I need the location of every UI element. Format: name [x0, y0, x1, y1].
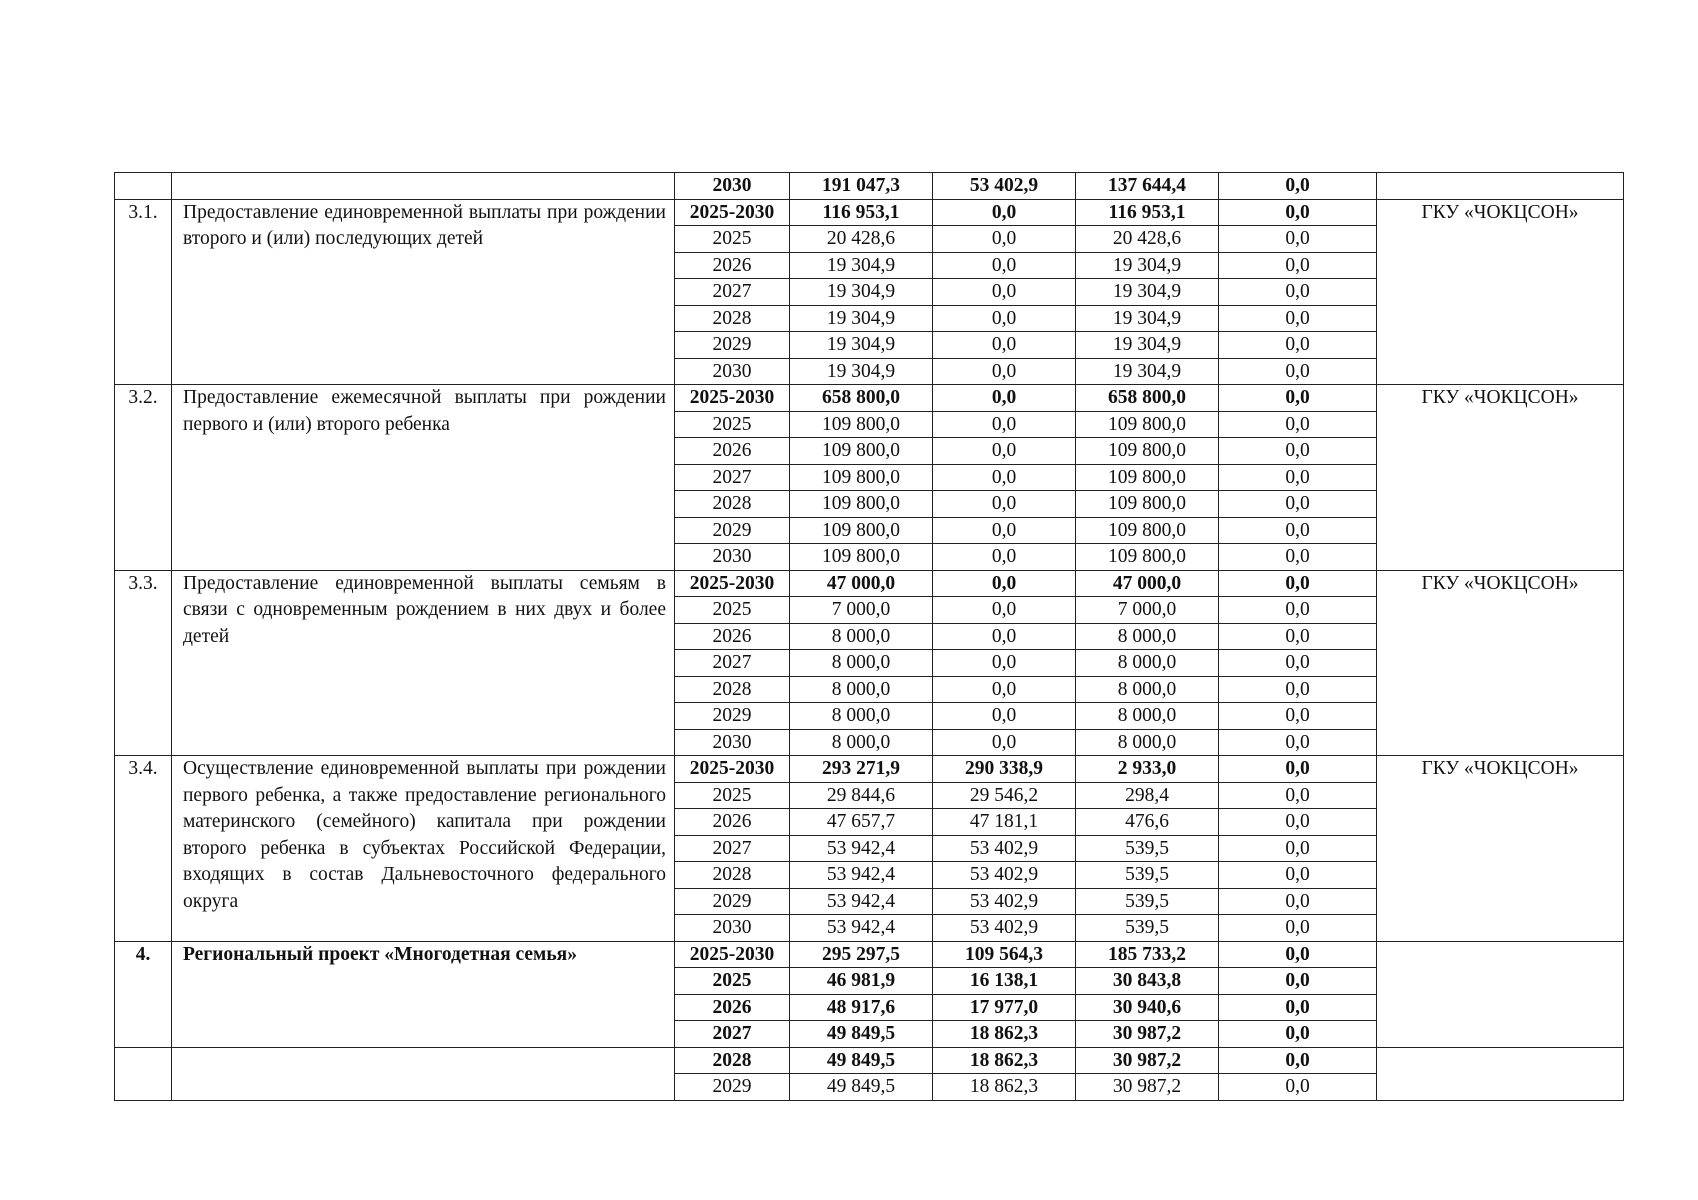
- federal-budget-cell: 0,0: [933, 491, 1076, 518]
- total-cell: 295 297,5: [790, 941, 933, 968]
- year-cell: 2025-2030: [675, 570, 790, 597]
- regional-budget-cell: 2 933,0: [1076, 756, 1219, 783]
- item-number-cell: 3.3.: [115, 570, 172, 756]
- year-cell: 2026: [675, 252, 790, 279]
- other-sources-cell: 0,0: [1219, 305, 1377, 332]
- regional-budget-cell: 8 000,0: [1076, 623, 1219, 650]
- total-cell: 29 844,6: [790, 782, 933, 809]
- executor-cell: ГКУ «ЧОКЦСОН»: [1377, 756, 1624, 942]
- table-row: [115, 941, 1624, 968]
- year-cell: 2027: [675, 279, 790, 306]
- federal-budget-cell: 29 546,2: [933, 782, 1076, 809]
- federal-budget-cell: 290 338,9: [933, 756, 1076, 783]
- year-cell: 2026: [675, 994, 790, 1021]
- federal-budget-cell: 0,0: [933, 570, 1076, 597]
- regional-budget-cell: 30 987,2: [1076, 1074, 1219, 1101]
- federal-budget-cell: 0,0: [933, 676, 1076, 703]
- year-cell: 2029: [675, 703, 790, 730]
- year-cell: 2025-2030: [675, 385, 790, 412]
- regional-budget-cell: 30 987,2: [1076, 1047, 1219, 1074]
- other-sources-cell: 0,0: [1219, 1074, 1377, 1101]
- federal-budget-cell: 0,0: [933, 650, 1076, 677]
- year-cell: 2027: [675, 650, 790, 677]
- year-cell: 2026: [675, 623, 790, 650]
- total-cell: 47 000,0: [790, 570, 933, 597]
- regional-budget-cell: 30 843,8: [1076, 968, 1219, 995]
- total-cell: 49 849,5: [790, 1047, 933, 1074]
- total-cell: 53 942,4: [790, 835, 933, 862]
- regional-budget-cell: 19 304,9: [1076, 252, 1219, 279]
- year-cell: 2029: [675, 332, 790, 359]
- table-row: [115, 1047, 1624, 1074]
- other-sources-cell: 0,0: [1219, 597, 1377, 624]
- regional-budget-cell: 8 000,0: [1076, 676, 1219, 703]
- total-cell: 20 428,6: [790, 226, 933, 253]
- regional-budget-cell: 539,5: [1076, 915, 1219, 942]
- table-row: [115, 199, 1624, 226]
- total-cell: 8 000,0: [790, 650, 933, 677]
- other-sources-cell: 0,0: [1219, 411, 1377, 438]
- other-sources-cell: 0,0: [1219, 358, 1377, 385]
- total-cell: 53 942,4: [790, 915, 933, 942]
- federal-budget-cell: 0,0: [933, 358, 1076, 385]
- year-cell: 2025-2030: [675, 199, 790, 226]
- item-number-cell: 4.: [115, 941, 172, 1047]
- total-cell: 116 953,1: [790, 199, 933, 226]
- regional-budget-cell: 137 644,4: [1076, 173, 1219, 200]
- total-cell: 53 942,4: [790, 888, 933, 915]
- year-cell: 2028: [675, 1047, 790, 1074]
- executor-cell: ГКУ «ЧОКЦСОН»: [1377, 199, 1624, 385]
- other-sources-cell: 0,0: [1219, 1047, 1377, 1074]
- other-sources-cell: 0,0: [1219, 968, 1377, 995]
- other-sources-cell: 0,0: [1219, 915, 1377, 942]
- item-number-cell: 3.4.: [115, 756, 172, 942]
- year-cell: 2028: [675, 305, 790, 332]
- year-cell: 2025: [675, 411, 790, 438]
- total-cell: 109 800,0: [790, 517, 933, 544]
- executor-cell: [1377, 941, 1624, 1047]
- other-sources-cell: 0,0: [1219, 199, 1377, 226]
- year-cell: 2025-2030: [675, 941, 790, 968]
- year-cell: 2028: [675, 862, 790, 889]
- federal-budget-cell: 0,0: [933, 464, 1076, 491]
- regional-budget-cell: 109 800,0: [1076, 544, 1219, 571]
- regional-budget-cell: 8 000,0: [1076, 650, 1219, 677]
- year-cell: 2026: [675, 438, 790, 465]
- federal-budget-cell: 53 402,9: [933, 862, 1076, 889]
- total-cell: 19 304,9: [790, 358, 933, 385]
- federal-budget-cell: 18 862,3: [933, 1047, 1076, 1074]
- regional-budget-cell: 20 428,6: [1076, 226, 1219, 253]
- table-row: [115, 385, 1624, 412]
- year-cell: 2025: [675, 597, 790, 624]
- federal-budget-cell: 0,0: [933, 729, 1076, 756]
- executor-cell: ГКУ «ЧОКЦСОН»: [1377, 385, 1624, 571]
- other-sources-cell: 0,0: [1219, 517, 1377, 544]
- total-cell: 109 800,0: [790, 544, 933, 571]
- executor-cell: ГКУ «ЧОКЦСОН»: [1377, 570, 1624, 756]
- year-cell: 2030: [675, 915, 790, 942]
- year-cell: 2028: [675, 676, 790, 703]
- year-cell: 2029: [675, 1074, 790, 1101]
- other-sources-cell: 0,0: [1219, 941, 1377, 968]
- other-sources-cell: 0,0: [1219, 994, 1377, 1021]
- regional-budget-cell: 30 940,6: [1076, 994, 1219, 1021]
- total-cell: 46 981,9: [790, 968, 933, 995]
- other-sources-cell: 0,0: [1219, 385, 1377, 412]
- total-cell: 191 047,3: [790, 173, 933, 200]
- total-cell: 53 942,4: [790, 862, 933, 889]
- federal-budget-cell: 0,0: [933, 252, 1076, 279]
- total-cell: 49 849,5: [790, 1074, 933, 1101]
- item-number-cell: [115, 173, 172, 200]
- other-sources-cell: 0,0: [1219, 888, 1377, 915]
- year-cell: 2030: [675, 729, 790, 756]
- federal-budget-cell: 0,0: [933, 226, 1076, 253]
- year-cell: 2029: [675, 888, 790, 915]
- executor-cell: [1377, 173, 1624, 200]
- other-sources-cell: 0,0: [1219, 464, 1377, 491]
- year-cell: 2026: [675, 809, 790, 836]
- other-sources-cell: 0,0: [1219, 650, 1377, 677]
- document-page: [114, 172, 1623, 1101]
- federal-budget-cell: 16 138,1: [933, 968, 1076, 995]
- other-sources-cell: 0,0: [1219, 809, 1377, 836]
- total-cell: 48 917,6: [790, 994, 933, 1021]
- year-cell: 2027: [675, 464, 790, 491]
- federal-budget-cell: 0,0: [933, 332, 1076, 359]
- year-cell: 2028: [675, 491, 790, 518]
- regional-budget-cell: 47 000,0: [1076, 570, 1219, 597]
- item-name-cell: Предоставление ежемесячной выплаты при рождении первого и (или) второго ребенка: [172, 385, 675, 571]
- total-cell: 8 000,0: [790, 729, 933, 756]
- item-name-cell: Предоставление единовременной выплаты при рождении второго и (или) последующих детей: [172, 199, 675, 385]
- total-cell: 19 304,9: [790, 332, 933, 359]
- federal-budget-cell: 0,0: [933, 279, 1076, 306]
- federal-budget-cell: 0,0: [933, 597, 1076, 624]
- total-cell: 19 304,9: [790, 279, 933, 306]
- federal-budget-cell: 0,0: [933, 199, 1076, 226]
- total-cell: 109 800,0: [790, 438, 933, 465]
- total-cell: 49 849,5: [790, 1021, 933, 1048]
- regional-budget-cell: 30 987,2: [1076, 1021, 1219, 1048]
- regional-budget-cell: 19 304,9: [1076, 279, 1219, 306]
- other-sources-cell: 0,0: [1219, 544, 1377, 571]
- regional-budget-cell: 658 800,0: [1076, 385, 1219, 412]
- federal-budget-cell: 53 402,9: [933, 835, 1076, 862]
- year-cell: 2029: [675, 517, 790, 544]
- regional-budget-cell: 185 733,2: [1076, 941, 1219, 968]
- federal-budget-cell: 109 564,3: [933, 941, 1076, 968]
- item-number-cell: [115, 1047, 172, 1100]
- total-cell: 109 800,0: [790, 491, 933, 518]
- executor-cell: [1377, 1047, 1624, 1100]
- total-cell: 8 000,0: [790, 703, 933, 730]
- other-sources-cell: 0,0: [1219, 862, 1377, 889]
- table-row: [115, 570, 1624, 597]
- year-cell: 2025: [675, 968, 790, 995]
- regional-budget-cell: 8 000,0: [1076, 729, 1219, 756]
- federal-budget-cell: 53 402,9: [933, 915, 1076, 942]
- federal-budget-cell: 53 402,9: [933, 173, 1076, 200]
- regional-budget-cell: 19 304,9: [1076, 332, 1219, 359]
- federal-budget-cell: 0,0: [933, 411, 1076, 438]
- other-sources-cell: 0,0: [1219, 835, 1377, 862]
- regional-budget-cell: 539,5: [1076, 835, 1219, 862]
- year-cell: 2025: [675, 782, 790, 809]
- other-sources-cell: 0,0: [1219, 438, 1377, 465]
- regional-budget-cell: 19 304,9: [1076, 305, 1219, 332]
- other-sources-cell: 0,0: [1219, 226, 1377, 253]
- other-sources-cell: 0,0: [1219, 623, 1377, 650]
- total-cell: 8 000,0: [790, 676, 933, 703]
- table-body: [115, 173, 1624, 1101]
- other-sources-cell: 0,0: [1219, 252, 1377, 279]
- table-row: [115, 756, 1624, 783]
- item-name-cell: Предоставление единовременной выплаты семьям в связи с одновременным рождением в них двух и более детей: [172, 570, 675, 756]
- federal-budget-cell: 0,0: [933, 305, 1076, 332]
- regional-budget-cell: 298,4: [1076, 782, 1219, 809]
- other-sources-cell: 0,0: [1219, 703, 1377, 730]
- regional-budget-cell: 539,5: [1076, 862, 1219, 889]
- budget-table: [114, 172, 1624, 1101]
- year-cell: 2030: [675, 173, 790, 200]
- item-name-cell: [172, 1047, 675, 1100]
- federal-budget-cell: 0,0: [933, 544, 1076, 571]
- other-sources-cell: 0,0: [1219, 729, 1377, 756]
- item-name-cell: Региональный проект «Многодетная семья»: [172, 941, 675, 1047]
- federal-budget-cell: 0,0: [933, 517, 1076, 544]
- total-cell: 658 800,0: [790, 385, 933, 412]
- year-cell: 2030: [675, 358, 790, 385]
- regional-budget-cell: 116 953,1: [1076, 199, 1219, 226]
- total-cell: 19 304,9: [790, 252, 933, 279]
- other-sources-cell: 0,0: [1219, 332, 1377, 359]
- total-cell: 7 000,0: [790, 597, 933, 624]
- regional-budget-cell: 109 800,0: [1076, 411, 1219, 438]
- federal-budget-cell: 18 862,3: [933, 1021, 1076, 1048]
- other-sources-cell: 0,0: [1219, 173, 1377, 200]
- year-cell: 2027: [675, 1021, 790, 1048]
- regional-budget-cell: 8 000,0: [1076, 703, 1219, 730]
- federal-budget-cell: 17 977,0: [933, 994, 1076, 1021]
- total-cell: 293 271,9: [790, 756, 933, 783]
- year-cell: 2025: [675, 226, 790, 253]
- other-sources-cell: 0,0: [1219, 570, 1377, 597]
- total-cell: 8 000,0: [790, 623, 933, 650]
- other-sources-cell: 0,0: [1219, 491, 1377, 518]
- regional-budget-cell: 7 000,0: [1076, 597, 1219, 624]
- federal-budget-cell: 0,0: [933, 385, 1076, 412]
- item-name-cell: [172, 173, 675, 200]
- total-cell: 19 304,9: [790, 305, 933, 332]
- federal-budget-cell: 0,0: [933, 623, 1076, 650]
- year-cell: 2027: [675, 835, 790, 862]
- regional-budget-cell: 109 800,0: [1076, 517, 1219, 544]
- federal-budget-cell: 0,0: [933, 438, 1076, 465]
- regional-budget-cell: 109 800,0: [1076, 464, 1219, 491]
- total-cell: 109 800,0: [790, 464, 933, 491]
- federal-budget-cell: 0,0: [933, 703, 1076, 730]
- total-cell: 47 657,7: [790, 809, 933, 836]
- year-cell: 2030: [675, 544, 790, 571]
- other-sources-cell: 0,0: [1219, 1021, 1377, 1048]
- other-sources-cell: 0,0: [1219, 782, 1377, 809]
- regional-budget-cell: 539,5: [1076, 888, 1219, 915]
- federal-budget-cell: 53 402,9: [933, 888, 1076, 915]
- federal-budget-cell: 18 862,3: [933, 1074, 1076, 1101]
- year-cell: 2025-2030: [675, 756, 790, 783]
- other-sources-cell: 0,0: [1219, 279, 1377, 306]
- total-cell: 109 800,0: [790, 411, 933, 438]
- other-sources-cell: 0,0: [1219, 676, 1377, 703]
- regional-budget-cell: 109 800,0: [1076, 438, 1219, 465]
- item-name-cell: Осуществление единовременной выплаты при рождении первого ребенка, а также предоставление регионального материнского (семейного) капитала при рождении второго ребенка в субъектах Российской Федерации, входящих в состав Дальневосточного федерального округа: [172, 756, 675, 942]
- table-row: [115, 173, 1624, 200]
- item-number-cell: 3.1.: [115, 199, 172, 385]
- item-number-cell: 3.2.: [115, 385, 172, 571]
- federal-budget-cell: 47 181,1: [933, 809, 1076, 836]
- regional-budget-cell: 19 304,9: [1076, 358, 1219, 385]
- regional-budget-cell: 109 800,0: [1076, 491, 1219, 518]
- regional-budget-cell: 476,6: [1076, 809, 1219, 836]
- other-sources-cell: 0,0: [1219, 756, 1377, 783]
